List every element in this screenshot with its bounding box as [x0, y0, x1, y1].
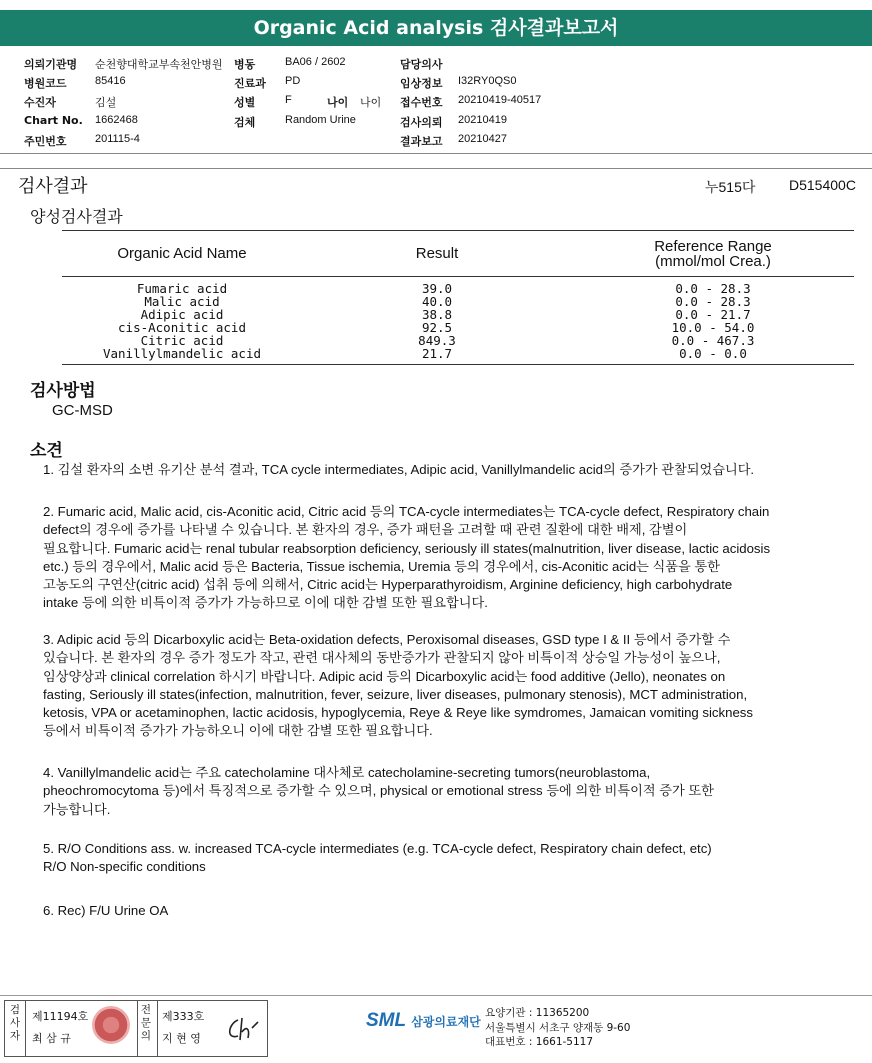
- inspector-license: 제11194호: [32, 1010, 89, 1023]
- report-value: 20210427: [458, 133, 507, 145]
- chart-label: Chart No.: [24, 114, 83, 127]
- acid-result: 39.0: [421, 280, 453, 296]
- finding-paragraph-3: 3. Adipic acid 등의 Dicarboxylic acid는 Beta-oxidation defects, Peroxisomal diseases, GSD type I & II 등에서 증가할 수 있습니다. 본 환자의 경우 증가 정도가 작고, 관련 대사체의 동반증가가 관찰되지 않아 비특이적 상승일 가능성이 높으나, 임상양상과 clinical correlation 하시기 바랍니다. Adipic acid 등의 Dicarboxylic acid는 food additive (Jello), neonates on fasting, Seriously ill states(infection, malnutrition, fever, seizure, liver diseases, pulmonary stenosis), MCT administration, ketosis, VPA or acetaminophen, lactic acidosis, hypoglycemia, Reye & Reye like symdromes, Jamaican vomiting sickness 등에서 비특이적 증가가 가능하오니 이에 대한 감별 또한 필요합니다.: [43, 632, 753, 739]
- col-name-header: Organic Acid Name: [117, 245, 247, 262]
- results-table: [62, 230, 854, 360]
- acid-result: 92.5: [421, 319, 453, 335]
- age-value: 나이: [360, 97, 382, 109]
- acid-range: 0.0 - 21.7: [675, 306, 751, 322]
- receipt-value: 20210419-40517: [458, 94, 542, 106]
- results-heading: 검사결과: [18, 176, 88, 197]
- recipient-label: 수진자: [24, 96, 56, 109]
- acid-name: Malic acid: [144, 293, 220, 309]
- resident-value: 201115-4: [95, 133, 140, 145]
- table-row: [62, 347, 854, 360]
- table-row: [62, 308, 854, 321]
- findings-heading: 소견: [30, 441, 63, 461]
- org-street: 서울특별시 서초구 양재동 9-60: [485, 1021, 631, 1034]
- finding-paragraph-1: 1. 김설 환자의 소변 유기산 분석 결과, TCA cycle intermediates, Adipic acid, Vanillylmandelic acid의 증가가 관찰되었습니다.: [43, 462, 755, 477]
- hospital-code-label: 병원코드: [24, 77, 67, 90]
- finding-paragraph-4: 4. Vanillylmandelic acid는 주요 catecholamine 대사체로 catecholamine-secreting tumors(neuroblastoma, pheochromocytoma 등)에서 특징적으로 증가할 수 있으며, physical or emotional stress 등에 의한 비특이적 증가 또한 가능합니다.: [43, 765, 714, 817]
- specialist-name: 지 현 영: [162, 1032, 201, 1045]
- org-code: 요양기관 : 11365200: [485, 1007, 590, 1019]
- clinical-label: 임상정보: [400, 77, 443, 90]
- table-bottom-rule: [62, 364, 854, 365]
- resident-label: 주민번호: [24, 135, 67, 148]
- report-title: Organic Acid analysis 검사결과보고서: [0, 10, 872, 46]
- sex-label: 성별: [234, 96, 256, 109]
- specialist-label: 전문의: [140, 1004, 152, 1042]
- org-name: 삼광의료재단: [411, 1015, 481, 1029]
- org-address: [485, 1006, 630, 1050]
- logo-mark: SML: [366, 1010, 407, 1031]
- acid-result: 40.0: [421, 293, 453, 309]
- receipt-label: 접수번호: [400, 96, 443, 109]
- dept-label: 진료과: [234, 77, 266, 90]
- clinical-value: I32RY0QS0: [458, 75, 517, 87]
- acid-result: 21.7: [421, 345, 453, 361]
- test-code-2: D515400C: [789, 177, 856, 193]
- acid-name: Vanillylmandelic acid: [102, 345, 262, 361]
- acid-range: 0.0 - 28.3: [675, 280, 751, 296]
- acid-range: 0.0 - 467.3: [671, 332, 755, 348]
- finding-paragraph-2: 2. Fumaric acid, Malic acid, cis-Aconitic acid, Citric acid 등의 TCA-cycle intermediates는 TCA-cycle defect, Respiratory chain defect의 경우에 증가를 나타낼 수 있습니다. 본 환자의 경우, 증가 패턴을 고려할 때 관련 질환에 대한 배제, 감별이 필요합니다. Fumaric acid는 renal tubular reabsorption deficiency, seriously ill states(malnutrition, liver disease, lactic acidosis etc.) 등의 경우에서, Malic acid 등은 Bacteria, Tissue ischemia, Uremia 등의 경우에서, cis-Aconitic acid는 식품을 통한 고농도의 구연산(citric acid) 섭취 등에 의해서, Citric acid는 Hyperparathyroidism, Arginine deficiency, high carbohydrate intake 등에 의한 비특이적 증가가 가능하므로 이에 대한 감별 또한 필요합니다.: [43, 504, 771, 611]
- recipient-value: 김설: [95, 97, 117, 109]
- request-value: 20210419: [458, 114, 507, 126]
- specimen-value: Random Urine: [285, 114, 356, 126]
- chart-value: 1662468: [95, 114, 138, 126]
- specimen-label: 검체: [234, 116, 256, 129]
- table-row: [62, 295, 854, 308]
- acid-name: Adipic acid: [140, 306, 224, 322]
- institution-label: 의뢰기관명: [24, 58, 78, 71]
- ward-label: 병동: [234, 58, 256, 71]
- inspector-name: 최 삼 규: [32, 1032, 71, 1045]
- divider: [0, 168, 872, 169]
- table-row: [62, 282, 854, 295]
- acid-name: cis-Aconitic acid: [118, 319, 246, 335]
- range-header-line1: Reference Range: [654, 237, 772, 255]
- sex-value: F: [285, 94, 292, 106]
- acid-name: Citric acid: [140, 332, 224, 348]
- specialist-license: 제333호: [162, 1010, 205, 1023]
- test-code-1: 누515다: [705, 179, 756, 195]
- range-header-line2: (mmol/mol Crea.): [655, 252, 771, 270]
- hospital-code-value: 85416: [95, 75, 126, 87]
- method-value: GC-MSD: [52, 402, 113, 419]
- table-row: [62, 334, 854, 347]
- positive-results-heading: 양성검사결과: [30, 207, 123, 226]
- ward-value: BA06 / 2602: [285, 56, 346, 68]
- acid-range: 10.0 - 54.0: [671, 319, 755, 335]
- col-range-header: [572, 231, 854, 277]
- col-result-header: Result: [415, 245, 459, 262]
- seal-icon: [92, 1006, 130, 1044]
- inspector-label: 검사자: [9, 1004, 21, 1042]
- table-header: [62, 231, 854, 277]
- divider: [0, 153, 872, 154]
- finding-paragraph-5: 5. R/O Conditions ass. w. increased TCA-cycle intermediates (e.g. TCA-cycle defect, Respiratory chain defect, etc) R/O Non-specific conditions: [43, 841, 712, 875]
- signature-icon: [224, 1014, 260, 1044]
- doctor-label: 담당의사: [400, 58, 443, 71]
- method-heading: 검사방법: [30, 381, 96, 401]
- sml-logo: [366, 1010, 481, 1032]
- acid-result: 38.8: [421, 306, 453, 322]
- age-label: 나이: [327, 96, 349, 109]
- dept-value: PD: [285, 75, 301, 87]
- acid-name: Fumaric acid: [136, 280, 228, 296]
- acid-range: 0.0 - 0.0: [679, 345, 747, 361]
- institution-value: 순천향대학교부속천안병원: [95, 59, 223, 71]
- acid-range: 0.0 - 28.3: [675, 293, 751, 309]
- table-row: [62, 321, 854, 334]
- report-label: 결과보고: [400, 135, 443, 148]
- org-phone: 대표번호 : 1661-5117: [485, 1036, 594, 1048]
- finding-paragraph-6: 6. Rec) F/U Urine OA: [43, 903, 169, 918]
- request-label: 검사의뢰: [400, 116, 443, 129]
- acid-result: 849.3: [418, 332, 456, 348]
